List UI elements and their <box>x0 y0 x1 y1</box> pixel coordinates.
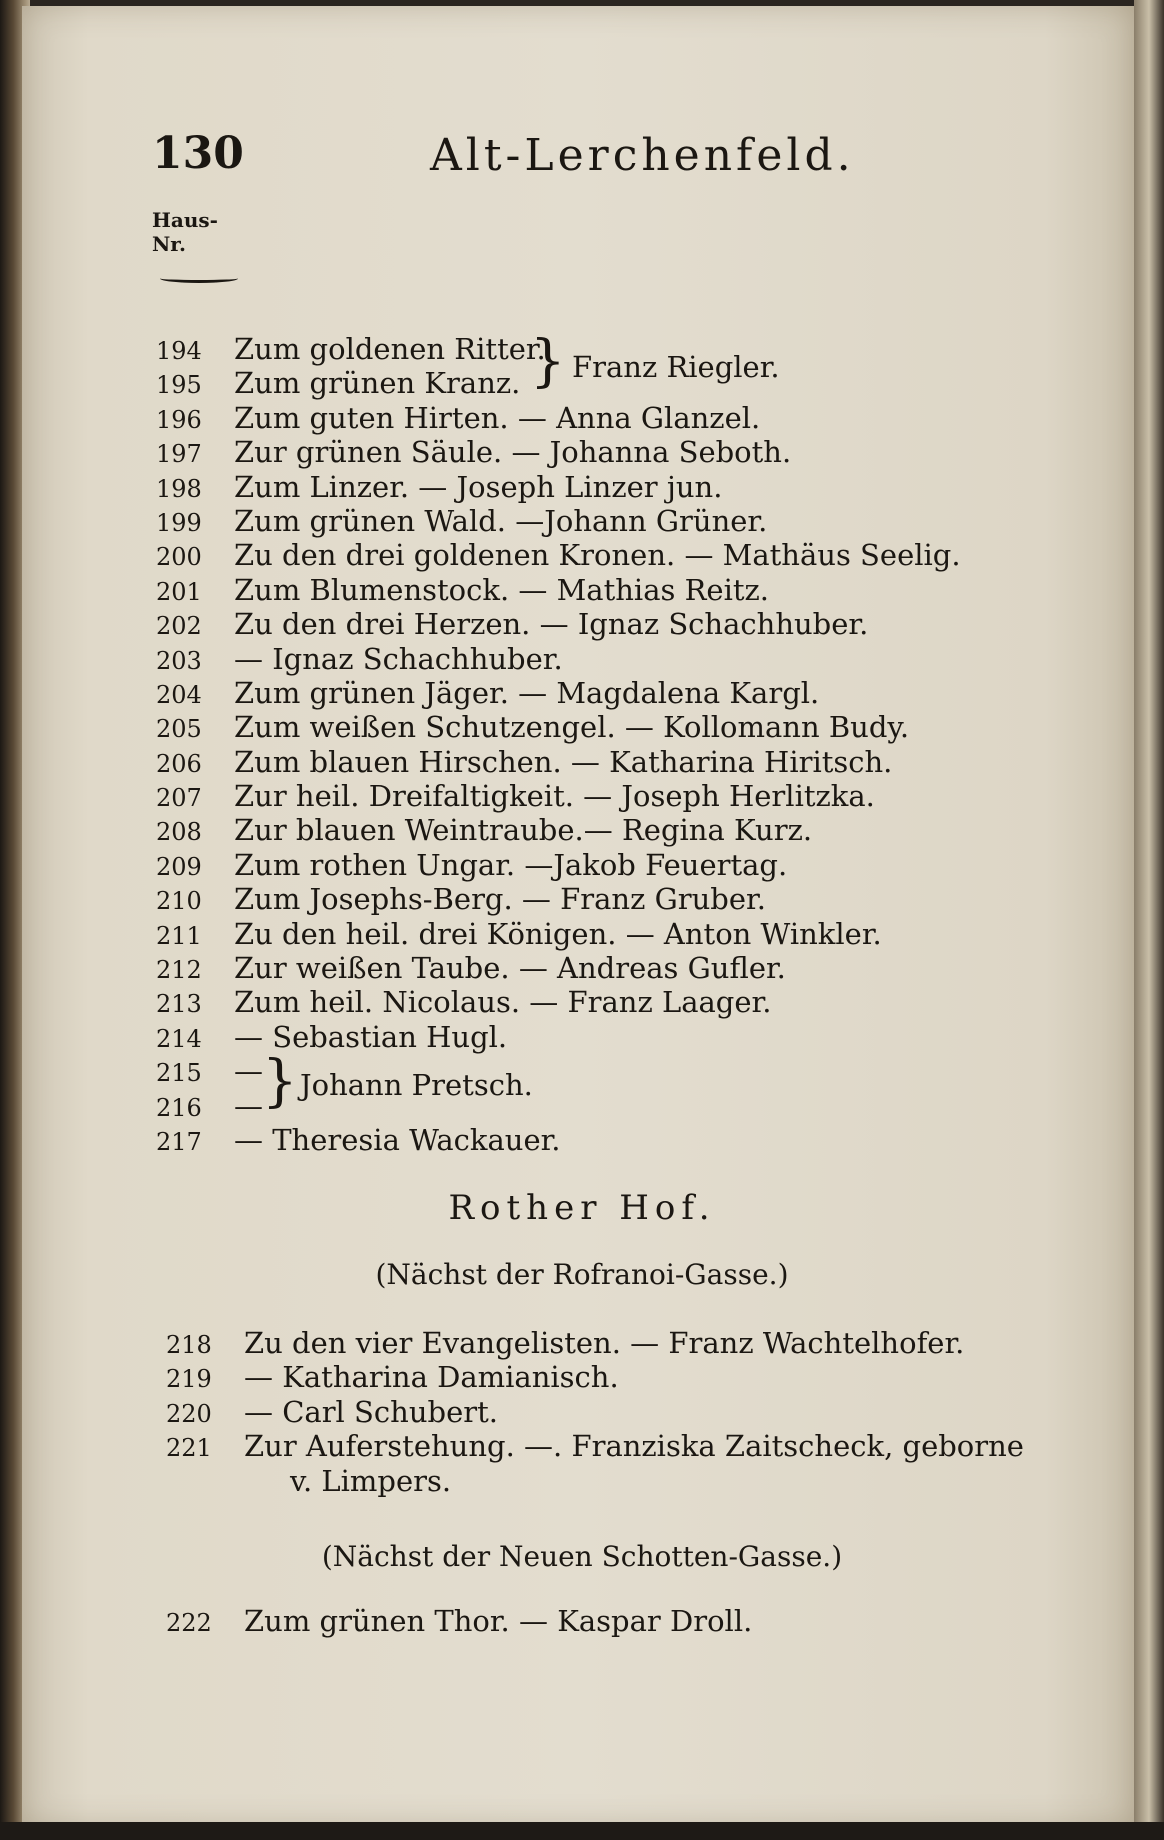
entry-text: — Ignaz Schachhuber. <box>234 641 563 676</box>
entry-text: — Theresia Wackauer. <box>234 1122 561 1157</box>
list-item <box>156 401 1096 435</box>
list-item <box>156 470 1096 504</box>
section-subtitle: (Nächst der Rofranoi-Gasse.) <box>375 1258 789 1291</box>
list-item <box>156 779 1096 813</box>
house-number: 221 <box>166 1434 212 1463</box>
house-number: 208 <box>156 818 202 847</box>
bracket-name: Johann Pretsch. <box>300 1068 533 1102</box>
list-item <box>156 435 1096 469</box>
entry-text: Zum goldenen Ritter. <box>234 332 546 366</box>
list-item-continuation <box>166 1464 1096 1498</box>
entry-text: Zur blauen Weintraube.— Regina Kurz. <box>234 813 813 848</box>
section-subtitle: (Nächst der Neuen Schotten-Gasse.) <box>321 1540 843 1573</box>
list-item <box>156 710 1096 744</box>
house-number: 204 <box>156 680 202 709</box>
list-item <box>156 882 1096 916</box>
bracket-brace: } <box>262 1049 298 1114</box>
house-number: 213 <box>156 990 202 1019</box>
entry-list <box>166 1604 1096 1638</box>
entry-text: Zum weißen Schutzengel. — Kollomann Budy. <box>234 710 910 745</box>
entry-list <box>166 1326 1096 1498</box>
house-number: 207 <box>156 784 202 813</box>
house-number: 206 <box>156 749 202 778</box>
house-number-label: Haus- Nr. <box>152 208 218 256</box>
entry-text: Zum blauen Hirschen. — Katharina Hiritsch. <box>234 744 893 779</box>
entry-text: — Sebastian Hugl. <box>234 1019 508 1054</box>
running-head: Alt-Lerchenfeld. <box>430 130 855 181</box>
house-number: 211 <box>156 921 202 950</box>
house-number: 201 <box>156 577 202 606</box>
house-number: 217 <box>156 1127 202 1156</box>
entry-text: Zur Auferstehung. —. Franziska Zaitscheck, geborne <box>244 1429 1024 1464</box>
list-item <box>156 1123 1096 1157</box>
page-bottom-edge <box>0 1822 1164 1840</box>
entry-text: Zum grünen Wald. —Johann Grüner. <box>234 503 768 538</box>
house-number: 205 <box>156 715 202 744</box>
entry-text: — <box>234 1054 263 1089</box>
entry-list <box>156 329 1096 1157</box>
list-item <box>156 538 1096 572</box>
entry-text: v. Limpers. <box>290 1463 452 1498</box>
entry-text: Zum grünen Thor. — Kaspar Droll. <box>244 1604 753 1638</box>
house-number: 194 <box>156 337 202 365</box>
house-number: 209 <box>156 852 202 881</box>
entry-text: Zu den vier Evangelisten. — Franz Wachtelhofer. <box>244 1326 965 1360</box>
entry-text: Zu den heil. drei Königen. — Anton Winkler. <box>234 916 882 951</box>
house-number: 218 <box>166 1331 212 1359</box>
entry-text: Zum Josephs-Berg. — Franz Gruber. <box>234 882 766 917</box>
house-number: 210 <box>156 887 202 916</box>
house-number: 222 <box>166 1609 212 1637</box>
house-number: 198 <box>156 474 202 503</box>
list-item <box>156 848 1096 882</box>
list-item <box>156 504 1096 538</box>
list-item <box>166 1604 1096 1638</box>
house-number: 199 <box>156 508 202 537</box>
house-number: 220 <box>166 1399 212 1428</box>
house-number: 200 <box>156 543 202 572</box>
entry-text: — <box>234 1088 263 1123</box>
house-number: 197 <box>156 440 202 469</box>
house-number: 215 <box>156 1059 202 1088</box>
list-item <box>156 951 1096 985</box>
house-number: 195 <box>156 371 202 400</box>
house-number: 214 <box>156 1024 202 1053</box>
entry-text: Zum grünen Kranz. <box>234 366 521 401</box>
entry-text: Zum grünen Jäger. — Magdalena Kargl. <box>234 675 820 710</box>
entry-text: Zum Linzer. — Joseph Linzer jun. <box>234 469 723 504</box>
bracket-brace: } <box>530 329 566 394</box>
house-number: 203 <box>156 646 202 675</box>
entry-text: Zum guten Hirten. — Anna Glanzel. <box>234 400 761 435</box>
house-number: 212 <box>156 956 202 985</box>
list-item <box>166 1360 1096 1394</box>
page-number: 130 <box>152 128 244 179</box>
entry-text: Zur weißen Taube. — Andreas Gufler. <box>234 951 786 986</box>
list-item <box>156 813 1096 847</box>
entry-text: Zum Blumenstock. — Mathias Reitz. <box>234 572 770 607</box>
house-number: 219 <box>166 1365 212 1394</box>
list-item <box>156 607 1096 641</box>
entry-text: Zum rothen Ungar. —Jakob Feuertag. <box>234 847 788 882</box>
list-item <box>156 676 1096 710</box>
list-item <box>156 745 1096 779</box>
section-title: Rother Hof. <box>448 1188 716 1228</box>
entry-text: Zu den drei Herzen. — Ignaz Schachhuber. <box>234 607 869 642</box>
entry-text: Zur heil. Dreifaltigkeit. — Joseph Herlitzka. <box>234 779 875 814</box>
house-number: 202 <box>156 612 202 641</box>
list-item <box>156 985 1096 1019</box>
list-item <box>166 1429 1096 1463</box>
list-item <box>156 917 1096 951</box>
list-item <box>156 642 1096 676</box>
entry-text: Zu den drei goldenen Kronen. — Mathäus Seelig. <box>234 538 961 573</box>
list-item <box>166 1395 1096 1429</box>
ornament-swash <box>160 274 238 283</box>
entry-text: — Carl Schubert. <box>244 1394 498 1429</box>
house-number: 216 <box>156 1093 202 1122</box>
entry-text: Zur grünen Säule. — Johanna Seboth. <box>234 435 792 470</box>
list-item <box>156 573 1096 607</box>
bracket-name: Franz Riegler. <box>572 350 780 384</box>
house-number: 196 <box>156 405 202 434</box>
entry-text: Zum heil. Nicolaus. — Franz Laager. <box>234 985 772 1020</box>
list-item <box>166 1326 1096 1360</box>
entry-text: — Katharina Damianisch. <box>244 1360 619 1395</box>
